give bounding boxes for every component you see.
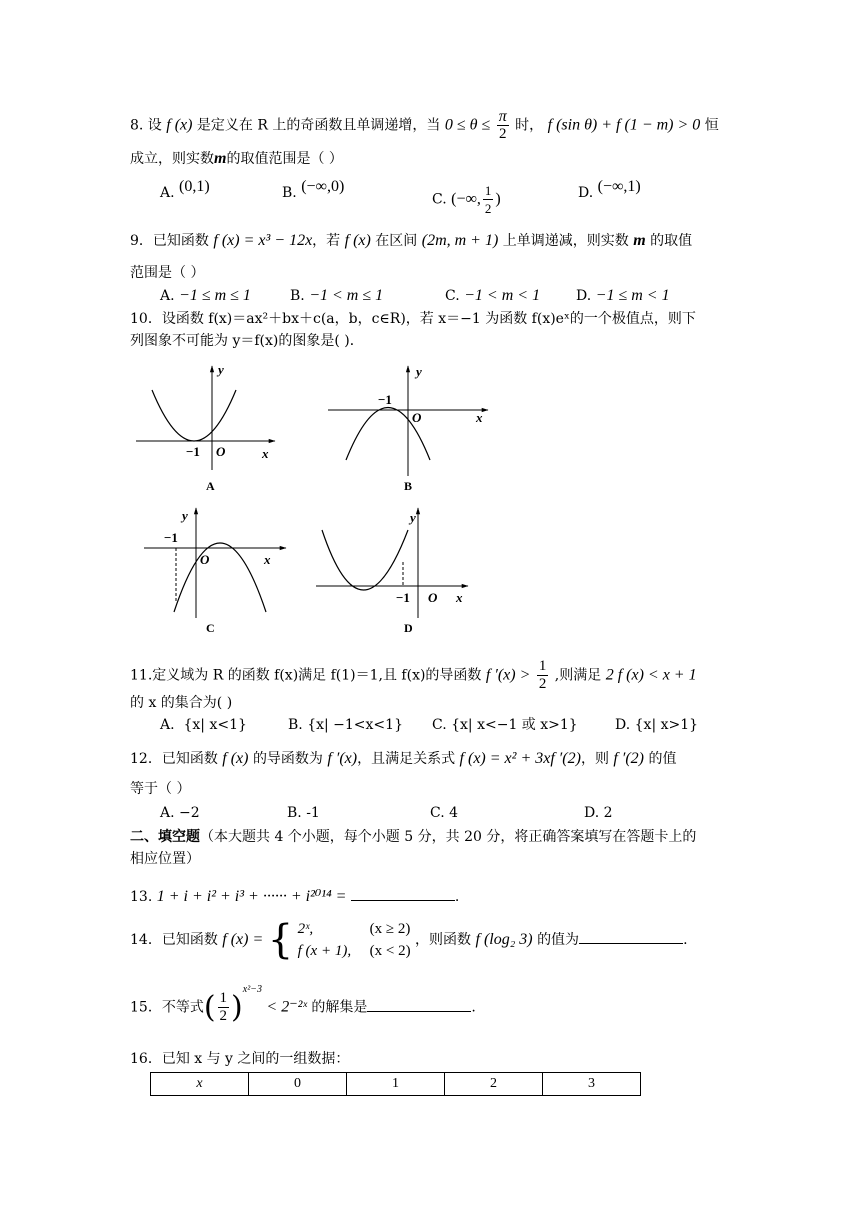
q12-fx: f (x)	[222, 750, 249, 767]
table-cell: 1	[347, 1073, 445, 1096]
graph-a-y: y	[218, 362, 224, 377]
q14	[130, 918, 688, 962]
table-row	[151, 1073, 641, 1096]
q8-number: 8. 设	[130, 117, 162, 134]
q15-end: .	[471, 999, 476, 1016]
q14-val: f (log₂ 3)	[475, 931, 533, 948]
q15-answer-blank[interactable]	[367, 997, 471, 1012]
section2-header	[130, 826, 696, 848]
q12-fpx: f ′(x)	[327, 750, 358, 767]
q14-text-a: 14．已知函数	[130, 932, 218, 948]
graph-b-origin: O	[412, 410, 422, 425]
graph-c-y: y	[182, 508, 188, 523]
q14-case1	[298, 918, 411, 940]
q12-text-e: 的值	[648, 751, 677, 767]
q8-option-c	[432, 182, 501, 217]
q13	[130, 886, 459, 908]
q11-option-c	[432, 714, 578, 736]
q11-d-label: D.	[615, 717, 631, 733]
q11-text-b: ,则满足	[554, 667, 602, 684]
q11-b-label: B.	[288, 717, 303, 733]
section2-title: 二、填空题	[130, 829, 200, 845]
graph-d-y: y	[410, 510, 416, 525]
q12-option-b: B. -1	[287, 805, 320, 821]
q8-d-value: (−∞,1)	[597, 178, 641, 195]
graph-a-neg1: −1	[186, 444, 200, 459]
q11-deriv: f ′(x) >	[485, 666, 531, 684]
q8-option-a	[160, 178, 210, 204]
q16-text: 16．已知 x 与 y 之间的一组数据：	[130, 1051, 350, 1067]
q14-cases	[298, 918, 411, 962]
table-cell-header: x	[151, 1073, 249, 1096]
q11-option-b	[288, 714, 403, 736]
q12-line2: 等于（ ）	[130, 781, 191, 797]
q11-a-label: A.	[160, 717, 175, 733]
q8-c-value: (−∞,	[451, 190, 481, 208]
q8-fx: f (x)	[166, 116, 193, 134]
graph-c-label: C	[206, 621, 215, 635]
graph-d	[316, 508, 468, 635]
q8-pi-over-2	[497, 108, 509, 143]
q8-two: 2	[498, 126, 507, 142]
q11-half	[537, 658, 549, 693]
q9-line1	[130, 230, 692, 252]
q9-text-d: 上单调递减，则实数	[502, 233, 629, 249]
q11-d-value: {x| x>1}	[634, 717, 699, 733]
q13-expr: 1 + i + i² + i³ + ······ + i²⁰¹⁴ =	[156, 888, 347, 905]
graph-b-label: B	[404, 479, 413, 493]
q12-option-d: D. 2	[584, 805, 613, 821]
q8-b-label: B.	[282, 185, 297, 201]
q9-interval: (2m, m + 1)	[421, 232, 499, 249]
q9-option-d	[576, 285, 670, 307]
table-cell: 0	[249, 1073, 347, 1096]
q8-d-label: D.	[578, 185, 594, 201]
q9-c-label: C.	[445, 288, 460, 304]
q12-text-d: ，则	[580, 751, 609, 767]
graph-d-label: D	[404, 621, 413, 635]
q14-text-b: ，则函数	[415, 932, 472, 948]
q8-line1	[130, 108, 719, 143]
q14-case1-expr: 2ˣ,	[297, 921, 314, 937]
graph-b-x: x	[476, 410, 483, 425]
q14-answer-blank[interactable]	[579, 929, 683, 944]
q9-expr: f (x) = x³ − 12x	[213, 232, 313, 249]
q8-a-label: A.	[160, 185, 175, 201]
graph-d-x: x	[456, 590, 463, 605]
table-cell: 3	[543, 1073, 641, 1096]
graph-b-neg1: −1	[378, 392, 392, 407]
q11-text-a: 11.定义域为 R 的函数 f(x)满足 f(1)＝1,且 f(x)的导函数	[130, 667, 482, 684]
graph-c	[144, 508, 286, 635]
q10-line1: 10．设函数 f(x)＝ax²＋bx＋c(a，b，c∈R)，若 x＝−1 为函数 f(x)eˣ的一个极值点，则下	[130, 311, 696, 327]
graph-b-y: y	[416, 364, 422, 379]
q8-option-d	[578, 178, 641, 204]
q15-half	[218, 990, 230, 1025]
q13-end: .	[454, 889, 460, 905]
q9-option-c	[445, 285, 540, 307]
q9-m: m	[633, 232, 646, 249]
q16-table	[150, 1072, 641, 1096]
q15-num: 1	[219, 990, 228, 1006]
q9-fx: f (x)	[344, 232, 371, 249]
q9-d-value: −1 ≤ m < 1	[595, 287, 670, 304]
q12-line1	[130, 748, 676, 770]
q11-b-value: {x| −1<x<1}	[307, 717, 403, 733]
q10-line2: 列图象不可能为 y＝f(x)的图象是( )．	[130, 333, 364, 349]
q11-line2: 的 x 的集合为( )	[130, 695, 233, 711]
graph-d-origin: O	[428, 590, 438, 605]
q14-case2	[298, 940, 411, 962]
q12-text-b: 的导函数为	[252, 751, 323, 767]
q8-c-label: C.	[432, 191, 447, 208]
q8-m: m	[214, 150, 227, 167]
q15-paren-left: (	[203, 990, 216, 1025]
q9-text-b: ，若	[312, 233, 341, 249]
q12-text-c: ，且满足关系式	[357, 751, 456, 767]
graph-c-x: x	[264, 552, 271, 567]
q15-exponent: x²−3	[242, 983, 262, 995]
q12-option-a: A. −2	[160, 805, 200, 821]
q8-c-frac	[483, 182, 494, 217]
q8-b-value: (−∞,0)	[301, 178, 345, 195]
q14-case1-cond: (x ≥ 2)	[369, 921, 411, 937]
q15-den: 2	[219, 1008, 228, 1024]
q13-answer-blank[interactable]	[351, 886, 455, 901]
q11-ineq: 2 f (x) < x + 1	[605, 666, 697, 684]
q8-condition: 0 ≤ θ ≤	[444, 116, 491, 134]
q11-c-label: C.	[432, 717, 447, 733]
q8-inequality: f (sin θ) + f (1 − m) > 0	[547, 116, 701, 134]
q14-case2-expr: f (x + 1),	[297, 943, 352, 959]
q8-option-b	[282, 178, 345, 204]
q11-a-value: {x| x<1}	[183, 717, 247, 733]
q11-option-a	[160, 714, 247, 736]
q15-text-a: 15．不等式	[130, 999, 204, 1016]
q9-line2: 范围是（ ）	[130, 265, 205, 281]
table-cell: 2	[445, 1073, 543, 1096]
q15-paren-right: )	[231, 990, 243, 1025]
q8-text-d: 恒	[704, 117, 719, 134]
q9-b-label: B.	[290, 288, 305, 304]
q12-fp2: f ′(2)	[613, 750, 645, 767]
q9-option-a	[160, 285, 251, 307]
graph-c-origin: O	[200, 552, 210, 567]
graph-c-neg1: −1	[164, 530, 178, 545]
graph-a	[136, 362, 275, 493]
q9-a-label: A.	[160, 288, 175, 304]
q8-line2	[130, 148, 343, 170]
graph-a-origin: O	[216, 444, 226, 459]
q9-number: 9．已知函数	[130, 233, 209, 249]
q13-number: 13.	[130, 889, 153, 905]
q8-text-c: 时，	[515, 117, 544, 134]
q14-text-c: 的值为	[537, 932, 580, 948]
q9-a-value: −1 ≤ m ≤ 1	[179, 287, 251, 304]
q8-c-den: 2	[484, 201, 492, 216]
q15-ineq: < 2⁻²ˣ	[266, 998, 307, 1016]
graph-a-x: x	[262, 446, 269, 461]
q9-c-value: −1 < m < 1	[464, 287, 541, 304]
q9-text-c: 在区间	[375, 233, 418, 249]
q11-num: 1	[538, 658, 547, 674]
graph-b	[328, 364, 488, 493]
q10-graphs	[0, 350, 860, 650]
q12-option-c: C. 4	[430, 805, 459, 821]
q8-text: 是定义在 R 上的奇函数且单调递增，当	[196, 117, 441, 134]
q8-line2b: 的取值范围是（ ）	[226, 151, 343, 167]
q11-line1	[130, 658, 697, 693]
q8-c-close: )	[495, 190, 501, 208]
q11-c-value: {x| x<−1 或 x>1}	[451, 717, 578, 733]
q8-line2-text: 成立，则实数	[130, 151, 214, 167]
q15-text-c: 的解集是	[311, 999, 368, 1016]
q14-end: .	[683, 932, 688, 948]
q11-den: 2	[538, 676, 547, 692]
q12-text-a: 12．已知函数	[130, 751, 218, 767]
q11-option-d	[615, 714, 698, 736]
section2-desc: （本大题共 4 个小题，每个小题 5 分，共 20 分，将正确答案填写在答题卡上的	[200, 829, 697, 845]
q12-eq: f (x) = x² + 3xf ′(2)	[459, 750, 581, 767]
section2-desc2: 相应位置）	[130, 851, 200, 867]
q14-fx: f (x) =	[222, 931, 264, 948]
q9-text-e: 的取值	[650, 233, 693, 249]
q15	[130, 983, 476, 1025]
q9-b-value: −1 < m ≤ 1	[309, 287, 384, 304]
q8-a-value: (0,1)	[179, 178, 210, 195]
q9-option-b	[290, 285, 383, 307]
q8-c-num: 1	[484, 183, 492, 198]
graph-a-label: A	[206, 479, 215, 493]
q14-case2-cond: (x < 2)	[369, 943, 411, 959]
q8-pi: π	[498, 108, 507, 125]
q14-brace: {	[267, 917, 294, 963]
graph-d-neg1: −1	[396, 590, 410, 605]
q9-d-label: D.	[576, 288, 592, 304]
